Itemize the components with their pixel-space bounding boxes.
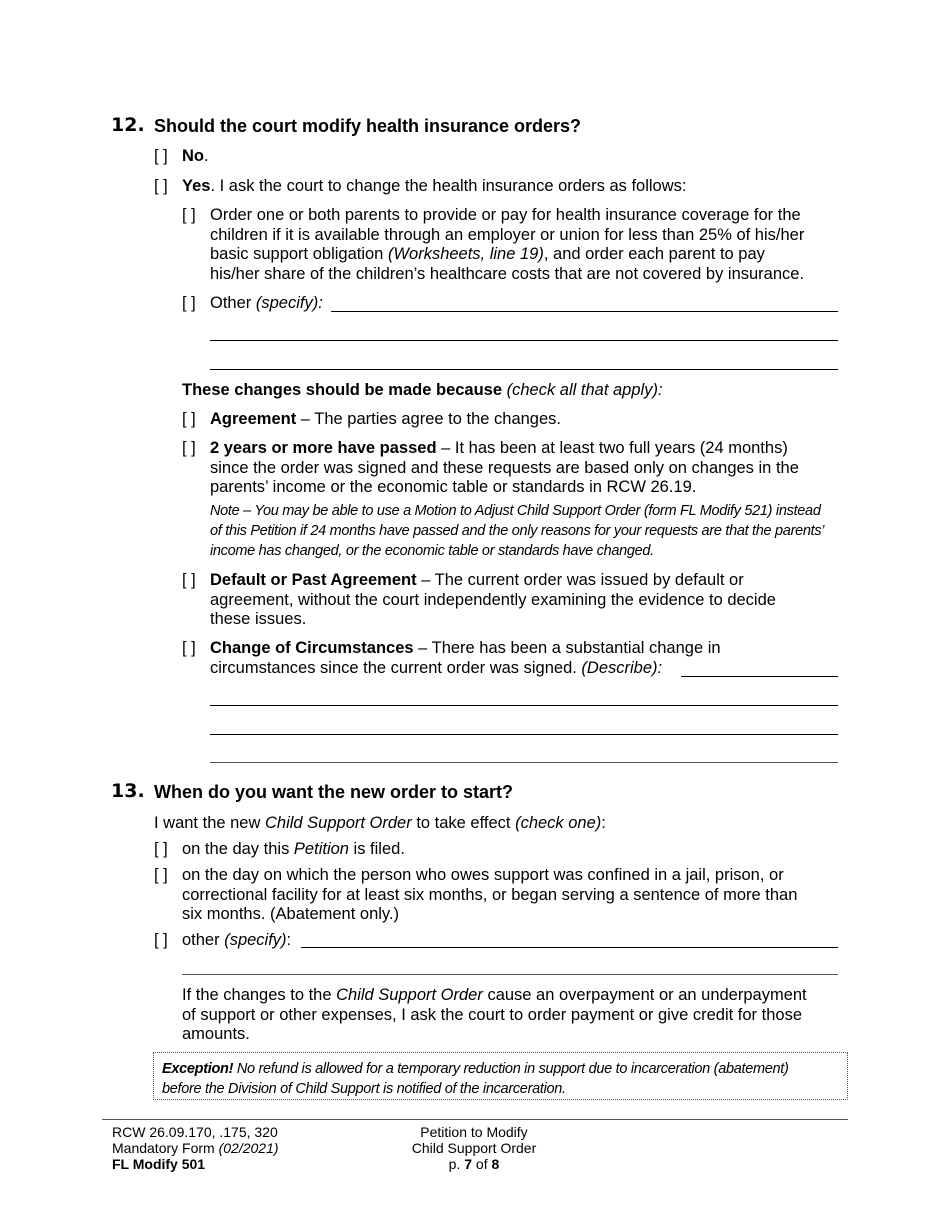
- worksheets-reference: (Worksheets, line 19): [387, 245, 544, 263]
- two-years-text-3: parents’ income or the economic table or standards in RCW 26.19.: [210, 478, 697, 496]
- other-start-c: :: [286, 931, 292, 949]
- other-start-b: (specify): [224, 931, 287, 949]
- describe-field-2[interactable]: [210, 705, 838, 706]
- no-label: No: [182, 147, 204, 165]
- section-13-number: 13.: [111, 780, 145, 802]
- two-years-label: 2 years or more have passed: [210, 439, 437, 457]
- day-filed-c: is filed.: [348, 840, 405, 858]
- agreement-label: Agreement: [210, 410, 297, 428]
- default-text-1: [210, 570, 744, 590]
- other-health-field-1[interactable]: [331, 311, 838, 312]
- other-specify: (specify):: [255, 294, 323, 312]
- other-health-label: [210, 293, 323, 313]
- checkbox-other-health[interactable]: [ ]: [182, 294, 196, 312]
- note-line-1: Note – You may be able to use a Motion to Adjust Child Support Order (form FL Modify 521) instead: [210, 503, 821, 519]
- payment-a: If the changes to the: [182, 986, 337, 1004]
- checkbox-agreement[interactable]: [ ]: [182, 410, 196, 428]
- agreement-text: [210, 409, 561, 429]
- checkbox-two-years[interactable]: [ ]: [182, 439, 196, 457]
- payment-b: Child Support Order: [336, 986, 483, 1004]
- section-12-number: 12.: [111, 114, 145, 136]
- footer-form-id: FL Modify 501: [112, 1156, 206, 1172]
- section-13-title: When do you want the new order to start?: [154, 782, 514, 802]
- exception-line-1: [162, 1059, 789, 1079]
- checkbox-no[interactable]: [ ]: [154, 147, 168, 165]
- payment-text-2: of support or other expenses, I ask the court to order payment or give credit for those: [182, 1006, 802, 1024]
- no-label-end: .: [204, 147, 209, 165]
- order-parents-text-3a: basic support obligation: [210, 245, 388, 263]
- footer-page: [374, 1156, 574, 1172]
- note-line-2: of this Petition if 24 months have passed and the only reasons for your requests are that the parents’: [210, 523, 825, 539]
- default-text-2: agreement, without the court independently examining the evidence to decide: [210, 591, 776, 609]
- confined-text-3: six months. (Abatement only.): [182, 905, 400, 923]
- yes-text: . I ask the court to change the health insurance orders as follows:: [210, 177, 687, 195]
- footer-mandatory-date: (02/2021): [218, 1140, 279, 1156]
- other-health-field-2[interactable]: [210, 340, 838, 341]
- agreement-desc: – The parties agree to the changes.: [296, 410, 561, 428]
- change-text-1: [210, 638, 721, 658]
- other-health-field-3[interactable]: [210, 369, 838, 370]
- reasons-intro-bold: These changes should be made because: [182, 381, 507, 399]
- option-no[interactable]: [154, 146, 209, 166]
- other-start-field-1[interactable]: [301, 947, 838, 948]
- note-line-3: income has changed, or the economic table or standards have changed.: [210, 543, 654, 559]
- footer-divider: [102, 1119, 848, 1120]
- reasons-intro: [182, 380, 663, 400]
- confined-text-1: on the day on which the person who owes support was confined in a jail, prison, or: [182, 866, 784, 884]
- change-desc-2: circumstances since the current order was signed.: [210, 659, 582, 677]
- checkbox-yes[interactable]: [ ]: [154, 177, 168, 195]
- default-desc: – The current order was issued by default or: [416, 571, 744, 589]
- order-parents-text-4: his/her share of the children’s healthcare costs that are not covered by insurance.: [210, 265, 805, 283]
- reasons-intro-italic: (check all that apply):: [506, 381, 663, 399]
- page-total: 8: [491, 1156, 500, 1172]
- page-prefix: p.: [448, 1156, 465, 1172]
- exception-label: Exception!: [162, 1061, 234, 1077]
- payment-text-3: amounts.: [182, 1025, 250, 1043]
- order-parents-text-3: [210, 244, 765, 264]
- default-label: Default or Past Agreement: [210, 571, 417, 589]
- page-number: 7: [464, 1156, 473, 1172]
- change-describe: (Describe):: [581, 659, 663, 677]
- footer-mandatory: [112, 1140, 279, 1156]
- other-label: Other: [210, 294, 256, 312]
- two-years-desc: – It has been at least two full years (24 months): [436, 439, 788, 457]
- footer-title-2: Child Support Order: [411, 1140, 537, 1156]
- other-start-field-2[interactable]: [182, 974, 838, 975]
- order-parents-text-3c: , and order each parent to pay: [543, 245, 765, 263]
- describe-field-4[interactable]: [210, 762, 838, 763]
- checkbox-confined[interactable]: [ ]: [154, 866, 168, 884]
- start-intro-c: to take effect: [411, 814, 516, 832]
- change-desc: – There has been a substantial change in: [413, 639, 721, 657]
- option-yes[interactable]: [154, 176, 686, 196]
- checkbox-order-parents[interactable]: [ ]: [182, 206, 196, 224]
- footer-rcw: RCW 26.09.170, .175, 320: [112, 1124, 278, 1140]
- checkbox-default[interactable]: [ ]: [182, 571, 196, 589]
- order-parents-text-2: children if it is available through an employer or union for less than 25% of his/her: [210, 226, 805, 244]
- start-intro-a: I want the new: [154, 814, 265, 832]
- footer-title-1: Petition to Modify: [420, 1124, 528, 1140]
- other-start-a: other: [182, 931, 225, 949]
- checkbox-change-circumstances[interactable]: [ ]: [182, 639, 196, 657]
- footer-mandatory-label: Mandatory Form: [112, 1140, 219, 1156]
- two-years-text-1: [210, 438, 788, 458]
- start-intro-d: (check one): [515, 814, 602, 832]
- default-text-3: these issues.: [210, 610, 307, 628]
- checkbox-day-filed[interactable]: [ ]: [154, 840, 168, 858]
- yes-label: Yes: [182, 177, 211, 195]
- start-intro: [154, 813, 606, 833]
- page-of: of: [472, 1156, 492, 1172]
- payment-text-1: [182, 985, 807, 1005]
- order-parents-text-1: Order one or both parents to provide or pay for health insurance coverage for the: [210, 206, 801, 224]
- other-start-label: [182, 930, 291, 950]
- describe-field-1[interactable]: [681, 676, 838, 677]
- day-filed-a: on the day this: [182, 840, 294, 858]
- two-years-text-2: since the order was signed and these requests are based only on changes in the: [210, 459, 799, 477]
- payment-c: cause an overpayment or an underpayment: [482, 986, 807, 1004]
- day-filed-b: Petition: [293, 840, 349, 858]
- exception-text-1: No refund is allowed for a temporary reduction in support due to incarceration (abatement): [233, 1061, 789, 1077]
- change-label: Change of Circumstances: [210, 639, 414, 657]
- describe-field-3[interactable]: [210, 734, 838, 735]
- start-intro-b: Child Support Order: [264, 814, 412, 832]
- checkbox-other-start[interactable]: [ ]: [154, 931, 168, 949]
- confined-text-2: correctional facility for at least six months, or began serving a sentence of more than: [182, 886, 798, 904]
- section-12-title: Should the court modify health insurance orders?: [154, 116, 582, 136]
- start-intro-e: :: [601, 814, 606, 832]
- exception-line-2: before the Division of Child Support is notified of the incarceration.: [162, 1081, 566, 1097]
- change-text-2: [210, 658, 662, 678]
- day-filed-text: [182, 839, 405, 859]
